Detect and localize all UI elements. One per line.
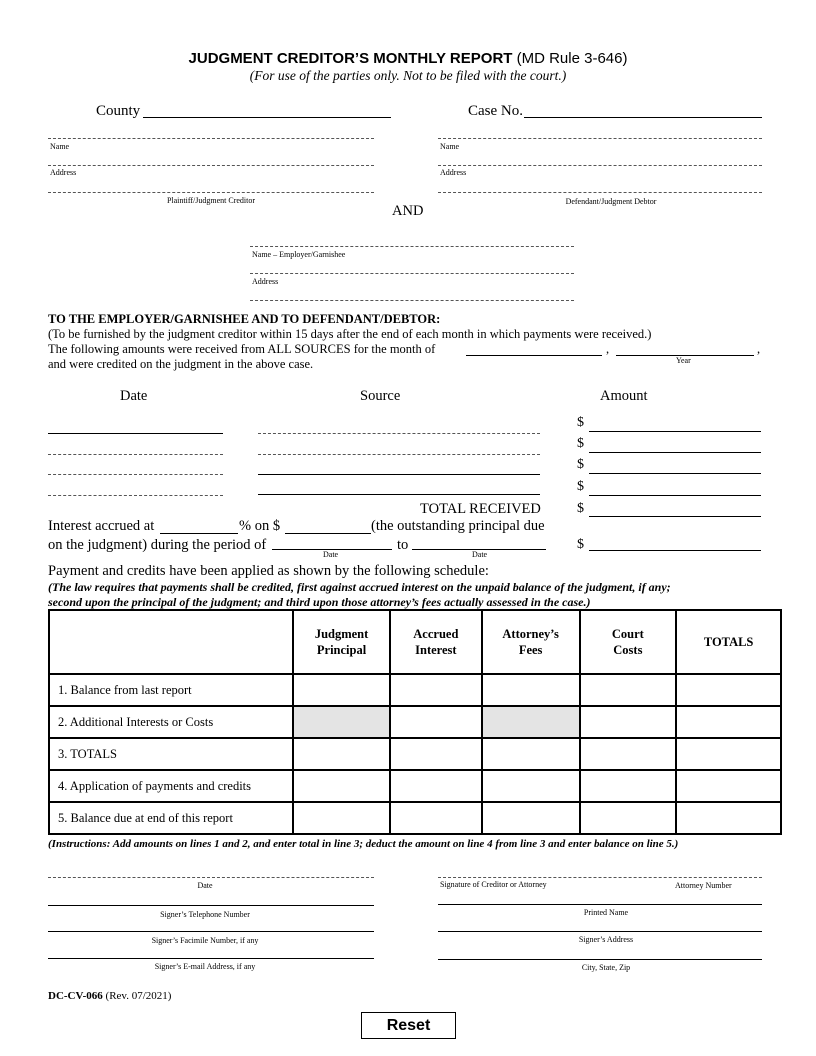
table-cell[interactable]: [293, 770, 390, 802]
plaintiff-address-line: [48, 165, 374, 166]
table-cell[interactable]: [482, 802, 580, 834]
signer-address-input[interactable]: [440, 917, 760, 931]
form-title-block: [0, 50, 816, 67]
signer-date-input[interactable]: [50, 863, 372, 877]
notice-line-1: (To be furnished by the judgment creditor within 15 days after the end of each month in which payments were received.): [48, 327, 652, 341]
garnishee-name-line: [250, 246, 574, 247]
dollar-sign: $: [577, 436, 584, 451]
table-cell[interactable]: [482, 770, 580, 802]
schedule-row-5: [49, 802, 781, 834]
year-comma: ,: [757, 342, 761, 356]
signer-facsimile-line: [48, 931, 374, 932]
printed-name-input[interactable]: [440, 890, 760, 904]
dollar-sign: $: [577, 501, 584, 516]
signer-facsimile-input[interactable]: [50, 917, 372, 931]
case-number-input[interactable]: [526, 102, 760, 116]
receipt-source-line: [258, 474, 540, 475]
receipt-source-line: [258, 433, 540, 434]
city-state-zip-line: [438, 959, 762, 960]
interest-label-4: on the judgment) during the period of: [48, 537, 267, 553]
receipt-date-input[interactable]: [50, 439, 221, 453]
printed-name-line: [438, 904, 762, 905]
table-cell[interactable]: [676, 706, 781, 738]
amount-column-header: Amount: [600, 388, 648, 404]
receipt-amount-input[interactable]: [591, 416, 759, 430]
defendant-address2-input[interactable]: [440, 178, 760, 192]
plaintiff-role-label: Plaintiff/Judgment Creditor: [166, 196, 256, 205]
interest-amount-line: [589, 550, 761, 551]
signature-input[interactable]: [440, 863, 760, 877]
table-cell[interactable]: [293, 738, 390, 770]
table-cell[interactable]: [293, 674, 390, 706]
notice-line-2: The following amounts were received from ALL SOURCES for the month of: [48, 342, 436, 356]
signer-email-label: Signer’s E-mail Address, if any: [154, 962, 256, 971]
receipt-source-input[interactable]: [260, 459, 538, 473]
signer-date-line: [48, 877, 374, 878]
dollar-sign: $: [577, 415, 584, 430]
receipt-date-line: [48, 433, 223, 434]
to-label: to: [397, 537, 409, 553]
receipt-amount-line: [589, 452, 761, 453]
receipt-date-line: [48, 495, 223, 496]
plaintiff-name-label: Name: [50, 142, 70, 151]
receipt-amount-line: [589, 495, 761, 496]
city-state-zip-label: City, State, Zip: [581, 963, 631, 972]
column-header-attorneys-fees: Attorney’s Fees: [482, 610, 580, 674]
form-subtitle: (For use of the parties only. Not to be filed with the court.): [249, 68, 567, 83]
garnishee-address2-line: [250, 300, 574, 301]
defendant-address2-line: [438, 192, 762, 193]
form-number: DC-CV-066: [48, 990, 103, 1002]
period-start-label: Date: [323, 550, 339, 559]
receipt-date-line: [48, 454, 223, 455]
table-cell[interactable]: [390, 770, 482, 802]
receipt-source-line: [258, 454, 540, 455]
schedule-row-1: [49, 674, 781, 706]
schedule-corner-cell: [49, 610, 293, 674]
receipt-source-input[interactable]: [260, 418, 538, 432]
period-end-input[interactable]: [414, 534, 544, 548]
instructions-note: (Instructions: Add amounts on lines 1 and 2, and enter total in line 3; deduct the amount on line 4 from line 3 and enter balance on line 5.): [48, 838, 679, 850]
plaintiff-address2-input[interactable]: [50, 178, 372, 192]
signer-address-label: Signer’s Address: [578, 935, 634, 944]
dollar-sign: $: [577, 537, 584, 552]
attorney-number-label: Attorney Number: [675, 881, 732, 890]
signer-date-label: Date: [197, 881, 213, 890]
table-cell[interactable]: [676, 770, 781, 802]
garnishee-address-input[interactable]: [252, 259, 572, 273]
case-number-label: Case No.: [468, 103, 523, 119]
table-cell[interactable]: [482, 674, 580, 706]
receipt-date-input[interactable]: [50, 480, 221, 494]
garnishee-address-label: Address: [252, 277, 279, 286]
schedule-row-2: [49, 706, 781, 738]
plaintiff-address-label: Address: [50, 168, 77, 177]
signer-facsimile-label: Signer’s Facimile Number, if any: [151, 936, 259, 945]
garnishee-name-input[interactable]: [252, 232, 572, 246]
signer-telephone-line: [48, 905, 374, 906]
total-received-input[interactable]: [591, 501, 759, 515]
rule-reference: (MD Rule 3-646): [516, 50, 628, 67]
row-label: 2. Additional Interests or Costs: [49, 706, 293, 738]
column-header-totals: TOTALS: [676, 610, 781, 674]
period-end-label: Date: [472, 550, 488, 559]
table-cell[interactable]: [580, 674, 677, 706]
period-start-input[interactable]: [274, 534, 390, 548]
schedule-row-4: [49, 770, 781, 802]
plaintiff-name-input[interactable]: [50, 124, 372, 138]
form-revision: (Rev. 07/2021): [105, 990, 172, 1002]
form-id: [48, 990, 171, 1002]
date-column-header: Date: [120, 388, 148, 404]
city-state-zip-input[interactable]: [440, 945, 760, 959]
notice-heading: TO THE EMPLOYER/GARNISHEE AND TO DEFENDANT/DEBTOR:: [48, 312, 441, 326]
reset-button[interactable]: Reset: [361, 1012, 456, 1039]
row-label: 5. Balance due at end of this report: [49, 802, 293, 834]
defendant-name-input[interactable]: [440, 124, 760, 138]
year-input[interactable]: [618, 340, 752, 354]
defendant-name-line: [438, 138, 762, 139]
defendant-name-label: Name: [440, 142, 460, 151]
interest-rate-line: [160, 533, 238, 534]
notice-line-3: and were credited on the judgment in the above case.: [48, 357, 314, 371]
shaded-cell: [482, 706, 580, 738]
law-note-line-1: (The law requires that payments shall be credited, first against accrued interest on the unpaid balance of the judgment, if any;: [48, 580, 671, 594]
dollar-sign: $: [577, 479, 584, 494]
row-label: 3. TOTALS: [49, 738, 293, 770]
month-input[interactable]: [468, 340, 600, 354]
plaintiff-address-input[interactable]: [50, 151, 372, 165]
receipt-amount-input[interactable]: [591, 458, 759, 472]
table-cell[interactable]: [580, 706, 677, 738]
case-number-line: [524, 117, 762, 118]
table-cell[interactable]: [293, 802, 390, 834]
receipt-source-input[interactable]: [260, 439, 538, 453]
schedule-row-3: [49, 738, 781, 770]
table-cell[interactable]: [482, 738, 580, 770]
receipt-amount-input[interactable]: [591, 480, 759, 494]
receipt-source-line: [258, 494, 540, 495]
table-cell[interactable]: [580, 770, 677, 802]
row-label: 1. Balance from last report: [49, 674, 293, 706]
receipt-amount-input[interactable]: [591, 437, 759, 451]
table-cell[interactable]: [580, 738, 677, 770]
table-cell[interactable]: [390, 802, 482, 834]
interest-label-3: (the outstanding principal due: [371, 518, 545, 534]
garnishee-address-line: [250, 273, 574, 274]
and-label: AND: [392, 203, 424, 219]
garnishee-address2-input[interactable]: [252, 286, 572, 300]
signer-telephone-input[interactable]: [50, 891, 372, 905]
receipt-date-input[interactable]: [50, 459, 221, 473]
receipt-amount-line: [589, 431, 761, 432]
interest-amount-input[interactable]: [591, 535, 759, 549]
county-label: County: [96, 103, 141, 119]
principal-input[interactable]: [287, 518, 369, 532]
receipt-date-input[interactable]: [50, 418, 221, 432]
plaintiff-address2-line: [48, 192, 374, 193]
interest-label-1: Interest accrued at: [48, 518, 155, 534]
year-label: Year: [676, 356, 691, 365]
signature-label: Signature of Creditor or Attorney: [440, 880, 547, 889]
column-header-accrued-interest: Accrued Interest: [390, 610, 482, 674]
printed-name-label: Printed Name: [583, 908, 629, 917]
table-cell[interactable]: [390, 674, 482, 706]
defendant-address-line: [438, 165, 762, 166]
receipt-amount-line: [589, 473, 761, 474]
signer-email-input[interactable]: [50, 944, 372, 958]
table-cell[interactable]: [390, 738, 482, 770]
law-note-line-2: second upon the principal of the judgment; and third upon those attorney’s fees actually assessed in the case.): [48, 595, 591, 609]
defendant-address-label: Address: [440, 168, 467, 177]
schedule-intro: Payment and credits have been applied as shown by the following schedule:: [48, 563, 489, 579]
source-column-header: Source: [360, 388, 401, 404]
schedule-header-row: [49, 610, 781, 674]
month-line: [466, 355, 602, 356]
schedule-table: [48, 609, 782, 835]
interest-rate-input[interactable]: [162, 518, 236, 532]
receipt-date-line: [48, 474, 223, 475]
table-cell[interactable]: [676, 802, 781, 834]
interest-label-2: % on $: [239, 518, 281, 534]
signer-telephone-label: Signer’s Telephone Number: [160, 910, 250, 919]
defendant-address-input[interactable]: [440, 151, 760, 165]
defendant-role-label: Defendant/Judgment Debtor: [565, 197, 657, 206]
column-header-judgment-principal: Judgment Principal: [293, 610, 390, 674]
receipt-source-input[interactable]: [260, 479, 538, 493]
total-received-label: TOTAL RECEIVED: [420, 501, 541, 517]
signature-line: [438, 877, 762, 878]
month-comma: ,: [606, 342, 610, 356]
column-header-court-costs: Court Costs: [580, 610, 677, 674]
county-line: [143, 117, 391, 118]
table-cell[interactable]: [580, 802, 677, 834]
shaded-cell: [293, 706, 390, 738]
plaintiff-name-line: [48, 138, 374, 139]
table-cell[interactable]: [676, 674, 781, 706]
table-cell[interactable]: [676, 738, 781, 770]
signer-address-line: [438, 931, 762, 932]
signer-email-line: [48, 958, 374, 959]
county-input[interactable]: [145, 102, 389, 116]
garnishee-name-label: Name – Employer/Garnishee: [252, 250, 346, 259]
total-received-line: [589, 516, 761, 517]
table-cell[interactable]: [390, 706, 482, 738]
form-title: JUDGMENT CREDITOR’S MONTHLY REPORT: [188, 50, 513, 67]
row-label: 4. Application of payments and credits: [49, 770, 293, 802]
dollar-sign: $: [577, 457, 584, 472]
